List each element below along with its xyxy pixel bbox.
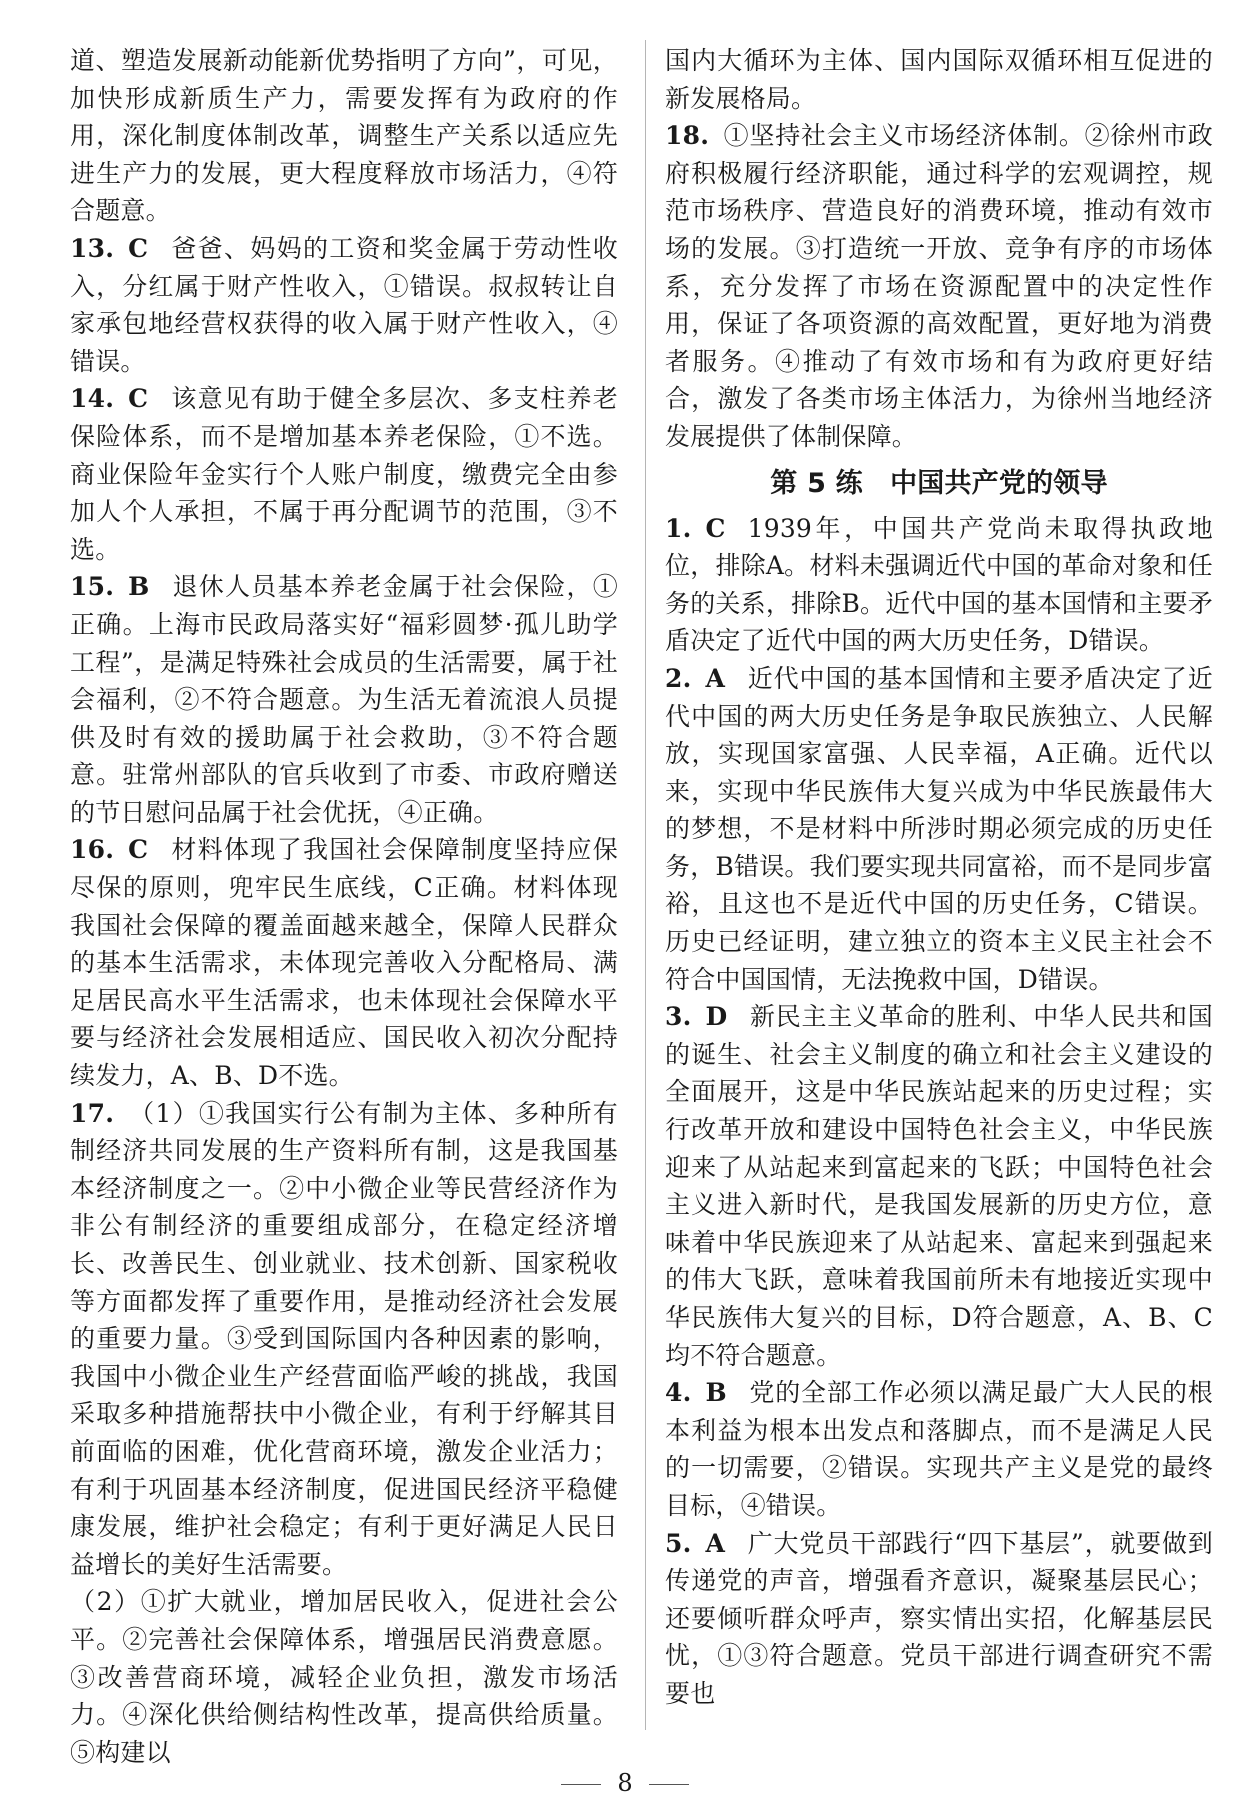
page-number: 8 [617,1769,633,1797]
question-number: 14. [70,384,115,414]
answer-choice: B [128,572,150,602]
answer-paragraph [70,1095,618,1584]
explanation-text: 1939年，中国共产党尚未取得执政地位，排除A。材料未强调近代中国的革命对象和任务的关系，排除B。近代中国的基本国情和主要矛盾决定了近代中国的两大历史任务，D错误。 [665,513,1213,656]
question-number: 4. [665,1378,692,1408]
answer-paragraph [70,380,618,568]
left-column [70,42,618,1771]
page-footer [0,1768,1250,1798]
answer-paragraph [665,998,1213,1374]
footer-dash-right [649,1784,689,1785]
section-title: 第 5 练 中国共产党的领导 [770,467,1108,499]
question-number: 1. [665,513,692,543]
column-divider [645,40,646,1730]
answer-paragraph [70,230,618,380]
answer-choice: A [705,663,726,693]
question-number: 16. [70,835,115,865]
explanation-text: 近代中国的基本国情和主要矛盾决定了近代中国的两大历史任务是争取民族独立、人民解放，实现国家富强、人民幸福，A正确。近代以来，实现中华民族伟大复兴成为中华民族最伟大的梦想，不是材料中所涉时期必须完成的历史任务，B错误。我们要实现共同富裕，而不是同步富裕，且这也不是近代中国的历史任务，C错误。历史已经证明，建立独立的资本主义民主社会不符合中国国情，无法挽救中国，D错误。 [665,663,1213,994]
answer-paragraph [665,1374,1213,1524]
question-number: 17. [70,1098,115,1128]
right-column-top [665,42,1213,456]
answer-paragraph [70,831,618,1094]
question-number: 18. [665,121,710,151]
question-number: 2. [665,663,692,693]
answer-paragraph [665,660,1213,998]
question-number: 3. [665,1002,692,1032]
explanation-text: 退休人员基本养老金属于社会保险，①正确。上海市民政局落实好“福彩圆梦·孤儿助学工程”，是满足特殊社会成员的生活需要，属于社会福利，②不符合题意。为生活无着流浪人员提供及时有效的援助属于社会救助，③不符合题意。驻常州部队的官兵收到了市委、市政府赠送的节日慰问品属于社会优抚，④正确。 [70,572,618,827]
answer-choice: B [705,1378,727,1408]
answer-choice: C [128,384,149,414]
footer-dash-left [561,1784,601,1785]
explanation-text: 道、塑造发展新动能新优势指明了方向”，可见，加快形成新质生产力，需要发挥有为政府的作用，深化制度体制改革，调整生产关系以适应先进生产力的发展，更大程度释放市场活力，④符合题意。 [70,46,618,226]
answer-paragraph [70,42,618,230]
answer-paragraph [665,510,1213,660]
explanation-text: ①坚持社会主义市场经济体制。②徐州市政府积极履行经济职能，通过科学的宏观调控，规范市场秩序、营造良好的消费环境，推动有效市场的发展。③打造统一开放、竞争有序的市场体系，充分发挥了市场在资源配置中的决定性作用，保证了各项资源的高效配置，更好地为消费者服务。④推动了有效市场和有为政府更好结合，激发了各类市场主体活力，为徐州当地经济发展提供了体制保障。 [665,121,1213,451]
explanation-text: （2）①扩大就业，增加居民收入，促进社会公平。②完善社会保障体系，增强居民消费意愿。③改善营商环境，减轻企业负担，激发市场活力。④深化供给侧结构性改革，提高供给质量。⑤构建以 [70,1587,618,1767]
explanation-text: 广大党员干部践行“四下基层”，就要做到传递党的声音，增强看齐意识，凝聚基层民心；还要倾听群众呼声，察实情出实招，化解基层民忧，①③符合题意。党员干部进行调查研究不需要也 [665,1528,1213,1708]
answer-paragraph [665,42,1213,117]
answer-paragraph [665,1525,1213,1713]
right-column-bottom [665,510,1213,1713]
explanation-text: 该意见有助于健全多层次、多支柱养老保险体系，而不是增加基本养老保险，①不选。商业保险年金实行个人账户制度，缴费完全由参加人个人承担，不属于再分配调节的范围，③不选。 [70,384,618,564]
answer-choice: D [705,1002,728,1032]
answer-paragraph [70,568,618,831]
question-number: 15. [70,572,115,602]
answer-choice: C [705,513,726,543]
answer-paragraph [665,117,1213,455]
explanation-text: 材料体现了我国社会保障制度坚持应保尽保的原则，兜牢民生底线，C正确。材料体现我国社会保障的覆盖面越来越全，保障人民群众的基本生活需求，未体现完善收入分配格局、满足居民高水平生活需求，也未体现社会保障水平要与经济社会发展相适应、国民收入初次分配持续发力，A、B、D不选。 [70,835,618,1091]
question-number: 5. [665,1528,692,1558]
explanation-text: 国内大循环为主体、国内国际双循环相互促进的新发展格局。 [665,46,1213,113]
explanation-text: 爸爸、妈妈的工资和奖金属于劳动性收入，分红属于财产性收入，①错误。叔叔转让自家承包地经营权获得的收入属于财产性收入，④错误。 [70,233,618,376]
answer-choice: C [128,233,149,263]
explanation-text: 党的全部工作必须以满足最广大人民的根本利益为根本出发点和落脚点，而不是满足人民的一切需要，②错误。实现共产主义是党的最终目标，④错误。 [665,1378,1213,1520]
question-number: 13. [70,233,115,263]
answer-choice: A [705,1528,726,1558]
explanation-text: 新民主主义革命的胜利、中华人民共和国的诞生、社会主义制度的确立和社会主义建设的全面展开，这是中华民族站起来的历史过程；实行改革开放和建设中国特色社会主义，中华民族迎来了从站起来到富起来的飞跃；中国特色社会主义进入新时代，是我国发展新的历史方位，意味着中华民族迎来了从站起来、富起来到强起来的伟大飞跃，意味着我国前所未有地接近实现中华民族伟大复兴的目标，D符合题意，A、B、C均不符合题意。 [665,1002,1213,1370]
answer-choice: C [128,835,149,865]
answer-paragraph [70,1583,618,1771]
right-column [665,42,1213,1713]
explanation-text: （1）①我国实行公有制为主体、多种所有制经济共同发展的生产资料所有制，这是我国基本经济制度之一。②中小微企业等民营经济作为非公有制经济的重要组成部分，在稳定经济增长、改善民生、创业就业、技术创新、国家税收等方面都发挥了重要作用，是推动经济社会发展的重要力量。③受到国际国内各种因素的影响，我国中小微企业生产经营面临严峻的挑战，我国采取多种措施帮扶中小微企业，有利于纾解其目前面临的困难，优化营商环境，激发企业活力；有利于巩固基本经济制度，促进国民经济平稳健康发展，维护社会稳定；有利于更好满足人民日益增长的美好生活需要。 [70,1098,618,1579]
